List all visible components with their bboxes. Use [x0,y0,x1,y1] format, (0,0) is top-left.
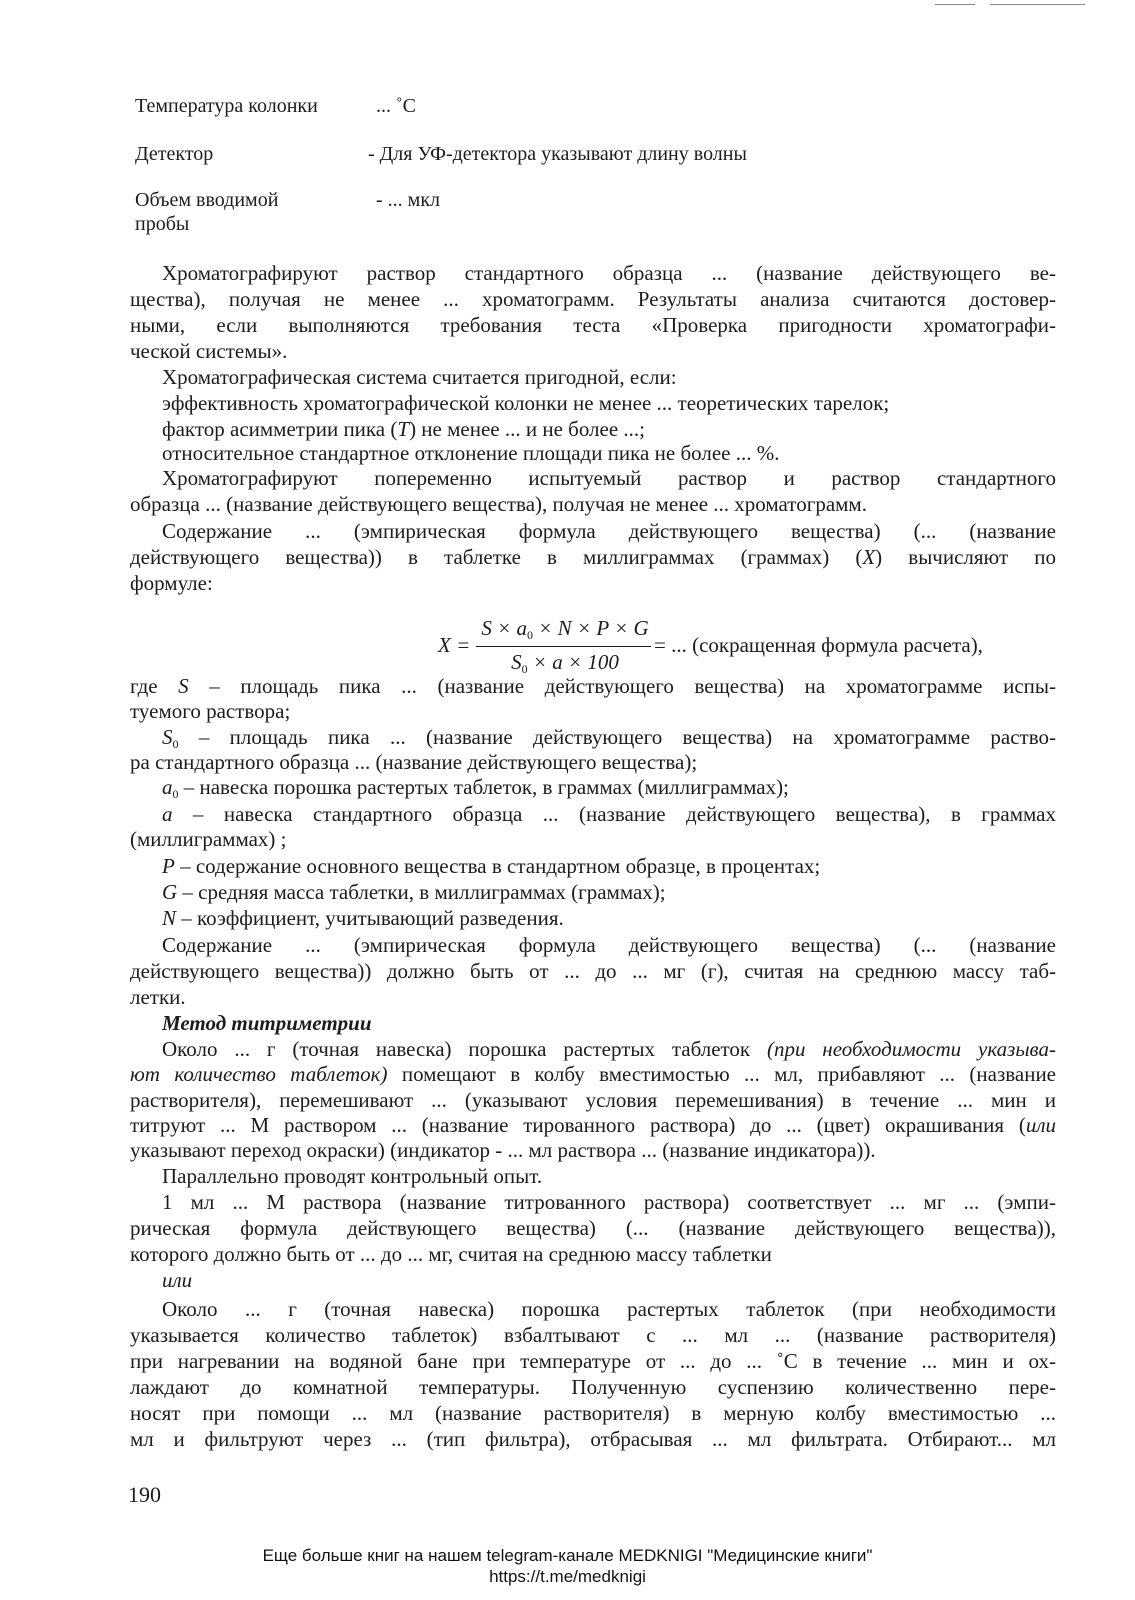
param-value-injection-volume: - ... мкл [376,189,441,211]
text-line: G – средняя масса таблетки, в миллиграммах (граммах); [162,880,666,904]
footer-link[interactable]: https://t.me/medknigi [489,1567,646,1586]
text-line: $a_0$ – навеска порошка растертых таблеток, в граммах (миллиграммах); [162,775,789,801]
formula-fraction-bar [476,646,651,647]
text-line: эффективность хроматографической колонки не менее ... теоретических тарелок; [162,391,890,415]
text-line: указывают переход окраски) (индикатор - ... мл раствора ... (название индикатора)). [130,1138,876,1162]
text-line: фактор асимметрии пика (Т) не менее ... и не более ...; [162,417,646,441]
text-line: где S – площадь пика ... (название действующего вещества) на хроматограмме испы- [130,674,1056,698]
text-line: лаждают до комнатной температуры. Полученную суспензию количественно пере- [130,1375,1056,1399]
text-line: щества), получая не менее ... хроматограмм. Результаты анализа считаются достовер- [130,287,1056,311]
param-value-detector: - Для УФ-детектора указывают длину волны [368,143,747,165]
text-line: Хроматографируют раствор стандартного образца ... (название действующего ве- [162,261,1056,285]
text-line: указывается количество таблеток) взбалтывают с ... мл ... (название растворителя) [130,1323,1056,1347]
text-line: ют количество таблеток) помещают в колбу вместимостью ... мл, прибавляют ... (название [130,1062,1057,1086]
text-line: туемого раствора; [130,699,291,723]
text-line: P – содержание основного вещества в стандартном образце, в процентах; [162,854,821,878]
text-line: ными, если выполняются требования теста «Проверка пригодности хроматографи- [130,313,1056,337]
text-line-or: или [162,1268,193,1292]
text-line: мл и фильтруют через ... (тип фильтра), отбрасывая ... мл фильтрата. Отбирают... мл [130,1427,1056,1451]
text-line: Хроматографическая система считается пригодной, если: [162,365,677,389]
text-line: Около ... г (точная навеска) порошка растертых таблеток (при необходимости указыва- [162,1037,1057,1061]
calculation-formula [438,616,1058,676]
param-label-column-temp: Температура колонки [135,95,318,117]
footer-promo-line: Еще больше книг на нашем telegram-канале MEDKNIGI "Медицинские книги" [262,1546,873,1565]
page-number: 190 [128,1482,161,1507]
param-label-injection-volume: Объем вводимой [135,189,279,211]
text-line: Хроматографируют попеременно испытуемый раствор и раствор стандартного [162,466,1056,490]
text-line: носят при помощи ... мл (название растворителя) в мерную колбу вместимостью ... [130,1401,1056,1425]
text-line: которого должно быть от ... до ... мг, считая на среднюю массу таблетки [130,1242,772,1266]
text-line: ра стандартного образца ... (название действующего вещества); [130,750,698,774]
text-line: a – навеска стандартного образца ... (название действующего вещества), в граммах [162,802,1056,826]
param-label-injection-volume-2: пробы [135,213,190,235]
formula-numerator: $S \times a_0 \times N \times P \times G$ [481,616,649,642]
text-line: действующего вещества)) в таблетке в миллиграммах (граммах) (X) вычисляют по [130,545,1056,569]
text-line: титруют ... М раствором ... (название тированного раствора) до ... (цвет) окрашивания (или [130,1113,1056,1137]
text-line: летки. [130,985,186,1009]
text-line: $S_0$ – площадь пика ... (название действующего вещества) на хроматограмме раство- [162,725,1056,751]
formula-rhs: = ... (сокращенная формула расчета), [654,633,983,657]
text-line: N – коэффициент, учитывающий разведения. [162,906,564,930]
text-line: формуле: [130,571,213,595]
text-line: Около ... г (точная навеска) порошка растертых таблеток (при необходимости [162,1297,1056,1321]
text-line: при нагревании на водяной бане при температуре от ... до ... ˚С в течение ... мин и ох- [130,1349,1056,1373]
text-line: ческой системы». [130,339,288,363]
text-line: (миллиграммах) ; [130,827,287,851]
text-line: образца ... (название действующего вещества), получая не менее ... хроматограмм. [130,492,867,516]
text-line: относительное стандартное отклонение площади пика не более ... %. [162,441,780,465]
formula-denominator: $S_0 \times a \times 100$ [511,650,619,676]
section-heading: Метод титриметрии [162,1011,372,1035]
param-value-column-temp: ... ˚С [376,95,416,117]
text-line: Содержание ... (эмпирическая формула действующего вещества) (... (название [162,933,1056,957]
param-label-detector: Детектор [135,143,214,165]
text-line: Параллельно проводят контрольный опыт. [162,1164,543,1188]
text-line: рическая формула действующего вещества) (... (название действующего вещества)), [130,1216,1056,1240]
formula-lhs: X = [438,633,471,657]
text-line: 1 мл ... М раствора (название титрованного раствора) соответствует ... мг ... (эмпи- [162,1190,1056,1214]
text-line: растворителя), перемешивают ... (указывают условия перемешивания) в течение ... мин и [130,1088,1056,1112]
text-line: Содержание ... (эмпирическая формула действующего вещества) (... (название [162,519,1056,543]
text-line: действующего вещества)) должно быть от ... до ... мг (г), считая на среднюю массу таб- [130,959,1056,983]
